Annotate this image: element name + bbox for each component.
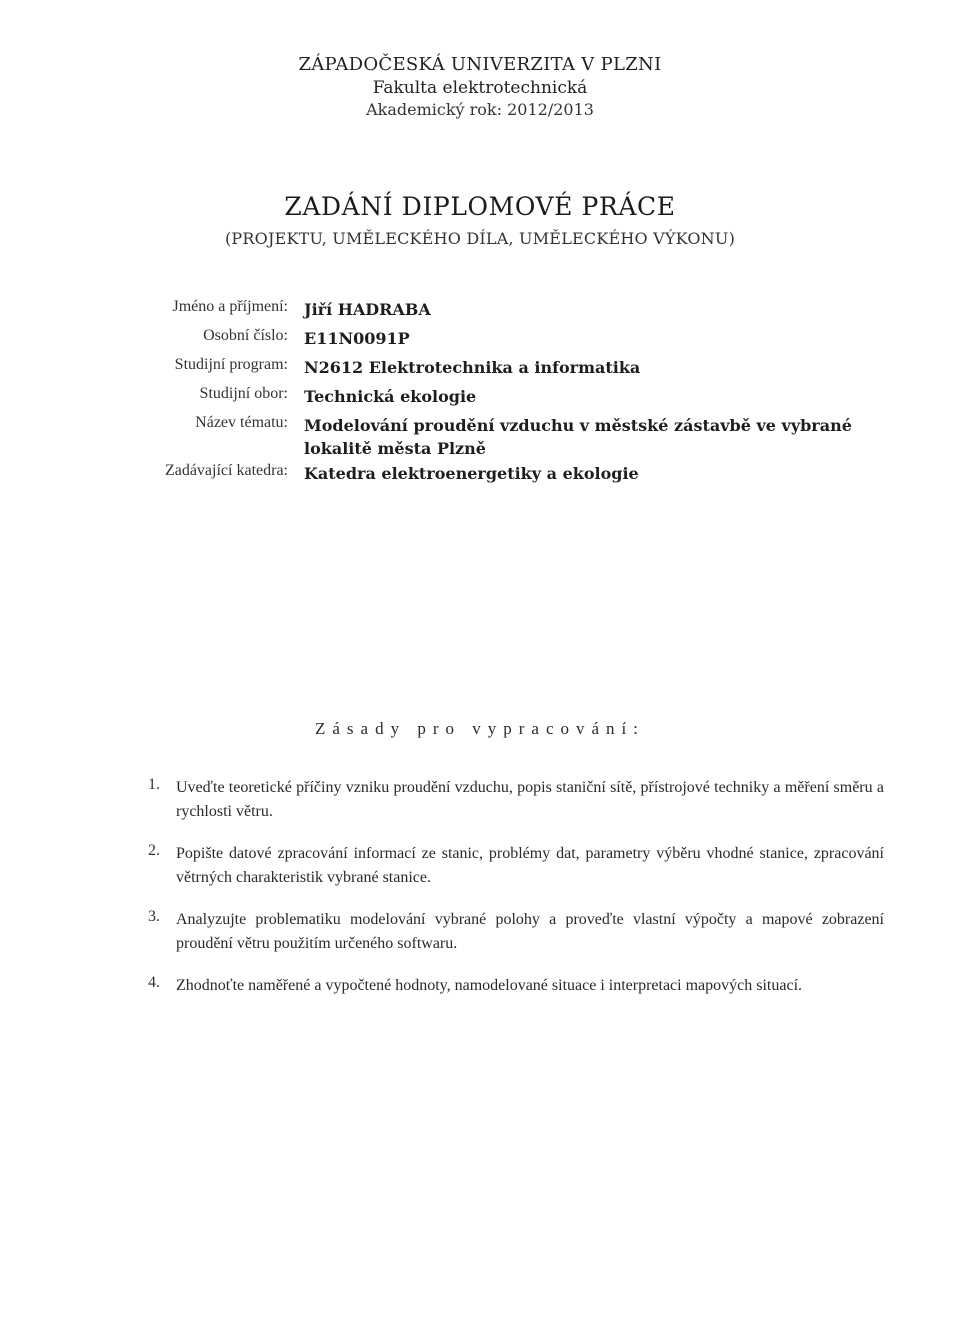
list-item-number: 1. (148, 776, 160, 793)
info-row-program (0, 356, 960, 384)
academic-year-value: 2012/2013 (507, 100, 594, 119)
info-label: Jméno a příjmení: (172, 298, 288, 315)
principles-list (148, 776, 884, 1016)
faculty-name: Fakulta elektrotechnická (372, 78, 588, 98)
info-label: Osobní číslo: (203, 327, 288, 344)
list-item (148, 974, 884, 998)
list-item-number: 3. (148, 908, 160, 925)
document-subtitle: (PROJEKTU, UMĚLECKÉHO DÍLA, UMĚLECKÉHO VÝKONU) (224, 229, 736, 248)
info-row-field (0, 385, 960, 413)
list-item-number: 4. (148, 974, 160, 991)
info-row-topic (0, 414, 960, 466)
info-label: Název tématu: (195, 414, 288, 431)
info-row-name (0, 298, 960, 326)
list-item-text: Analyzujte problematiku modelování vybrané polohy a proveďte vlastní výpočty a mapové zobrazení proudění větru použitím určeného softwaru. (176, 911, 884, 952)
info-value: E11N0091P (304, 329, 410, 348)
info-value: Technická ekologie (304, 387, 477, 406)
info-row-department (0, 462, 960, 490)
info-value: Modelování proudění vzduchu v městské zástavbě ve vybrané lokalitě města Plzně (304, 416, 852, 458)
list-item-text: Popište datové zpracování informací ze stanic, problémy dat, parametry výběru vhodné stanice, zpracování větrných charakteristik vybrané stanice. (176, 845, 884, 886)
university-name: ZÁPADOČESKÁ UNIVERZITA V PLZNI (298, 54, 662, 75)
info-row-personal-number (0, 327, 960, 355)
info-value: Katedra elektroenergetiky a ekologie (304, 464, 639, 483)
info-label: Studijní program: (174, 356, 288, 373)
list-item-text: Zhodnoťte naměřené a vypočtené hodnoty, namodelované situace i interpretaci mapových situací. (176, 977, 803, 994)
list-item (148, 908, 884, 956)
list-item (148, 842, 884, 890)
document-title: ZADÁNÍ DIPLOMOVÉ PRÁCE (284, 192, 676, 221)
info-label: Zadávající katedra: (164, 462, 288, 479)
principles-heading: Zásady pro vypracování: (315, 719, 645, 738)
academic-year-label: Akademický rok: (366, 100, 502, 119)
academic-year (0, 100, 960, 119)
list-item-text: Uveďte teoretické příčiny vzniku proudění vzduchu, popis staniční sítě, přístrojové techniky a měření směru a rychlosti větru. (176, 779, 884, 820)
info-label: Studijní obor: (199, 385, 288, 402)
info-value: N2612 Elektrotechnika a informatika (304, 358, 641, 377)
list-item (148, 776, 884, 824)
info-value: Jiří HADRABA (304, 300, 431, 319)
list-item-number: 2. (148, 842, 160, 859)
